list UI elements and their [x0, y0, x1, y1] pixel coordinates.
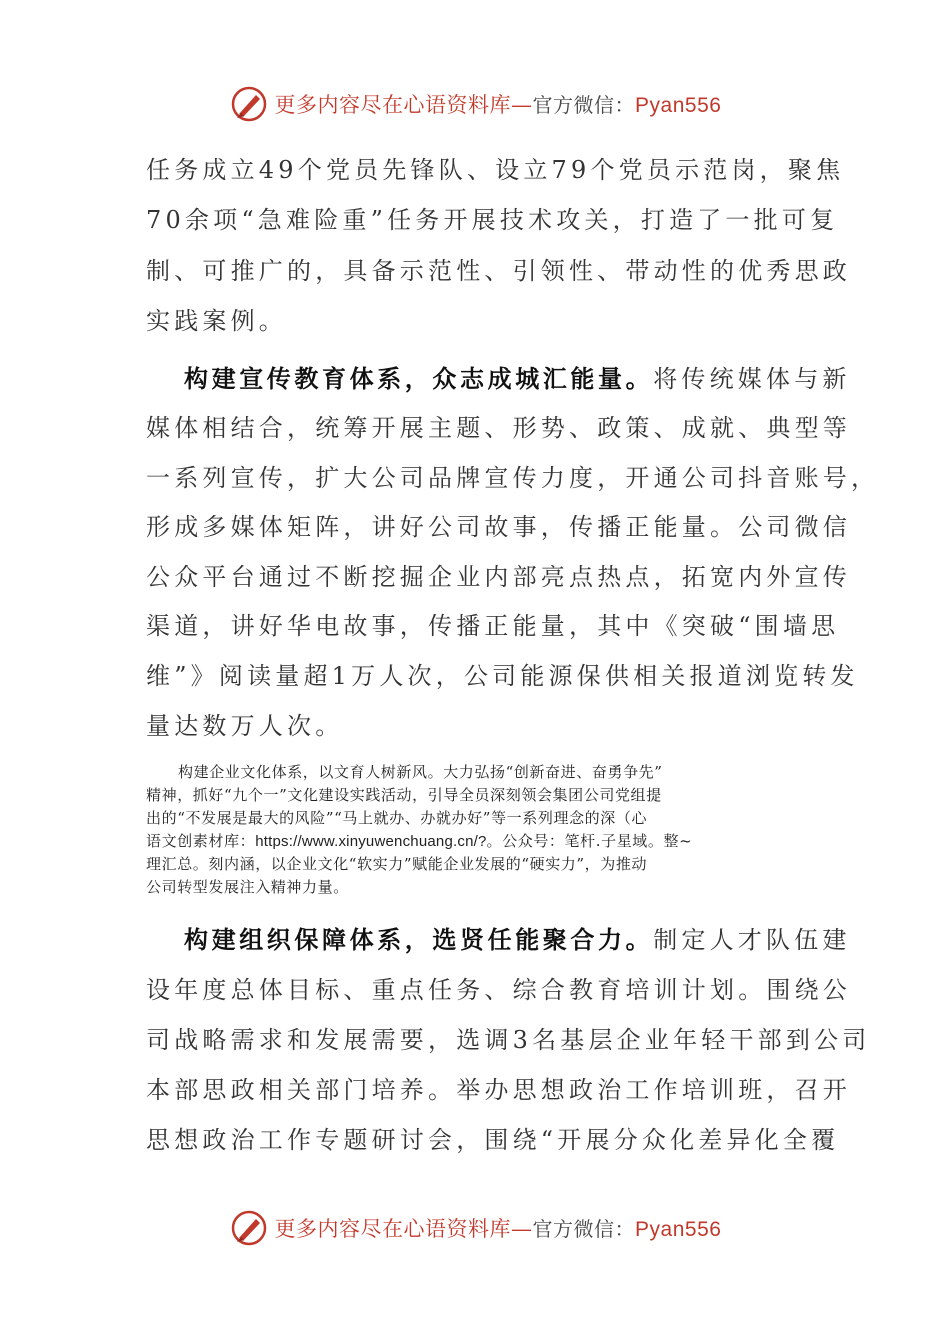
text-line: 媒体相结合，统筹开展主题、形势、政策、成就、典型等	[146, 414, 851, 442]
text-line: 量达数万人次。	[146, 712, 344, 740]
text-line: 本部思政相关部门培养。举办思想政治工作培训班，召开	[146, 1076, 851, 1104]
text-line: 70余项“急难险重”任务开展技术攻关，打造了一批可复	[146, 206, 839, 234]
text-line: 构建组织保障体系，选贤任能聚合力。制定人才队伍建	[184, 925, 851, 954]
text-line: 公司转型发展注入精神力量。	[146, 878, 349, 896]
text-line: 出的“不发展是最大的风险”“马上就办、办就办好”等一系列理念的深（心	[146, 809, 648, 827]
text-line: 实践案例。	[146, 307, 287, 335]
text-line: 一系列宣传，扩大公司品牌宣传力度，开通公司抖音账号，	[146, 464, 880, 492]
text-line: 构建企业文化体系，以文育人树新风。大力弘扬“创新奋进、奋勇争先”	[178, 763, 663, 781]
pen-logo-icon	[229, 1208, 269, 1248]
text-line: 构建宣传教育体系，众志成城汇能量。将传统媒体与新	[184, 364, 851, 393]
header-banner	[0, 82, 950, 126]
section-heading: 构建组织保障体系，选贤任能聚合力。	[184, 925, 654, 954]
pen-logo-icon	[229, 84, 269, 124]
text-line: 设年度总体目标、重点任务、综合教育培训计划。围绕公	[146, 976, 851, 1004]
banner-text: 更多内容尽在心语资料库—官方微信：Pyan556	[274, 93, 722, 117]
text-line: 维”》阅读量超1万人次，公司能源保供相关报道浏览转发	[146, 662, 859, 690]
banner-text: 更多内容尽在心语资料库—官方微信：Pyan556	[274, 1217, 722, 1241]
text-line: 公众平台通过不断挖掘企业内部亮点热点，拓宽内外宣传	[146, 563, 851, 591]
text-line: 思想政治工作专题研讨会，围绕“开展分众化差异化全覆	[146, 1126, 840, 1154]
section-heading: 构建宣传教育体系，众志成城汇能量。	[184, 364, 654, 393]
text-line: 形成多媒体矩阵，讲好公司故事，传播正能量。公司微信	[146, 513, 851, 541]
text-line: 制、可推广的，具备示范性、引领性、带动性的优秀思政	[146, 257, 851, 285]
text-line: 理汇总。刻内涵，以企业文化“软实力”赋能企业发展的“硬实力”，为推动	[146, 855, 648, 873]
footer-banner	[0, 1206, 950, 1250]
text-line: 司战略需求和发展需要，选调3名基层企业年轻干部到公司	[146, 1026, 871, 1054]
text-line: 任务成立49个党员先锋队、设立79个党员示范岗，聚焦	[146, 156, 845, 184]
source-link[interactable]: https://www.xinyuwenchuang.cn/?	[255, 833, 487, 850]
text-line: 渠道，讲好华电故事，传播正能量，其中《突破“围墙思	[146, 612, 840, 640]
text-line: 语文创素材库：https://www.xinyuwenchuang.cn/?。公众号：笔杆.子星域。整~	[146, 832, 693, 850]
text-line: 精神，抓好“九个一”文化建设实践活动，引导全员深刻领会集团公司党组提	[146, 786, 662, 804]
